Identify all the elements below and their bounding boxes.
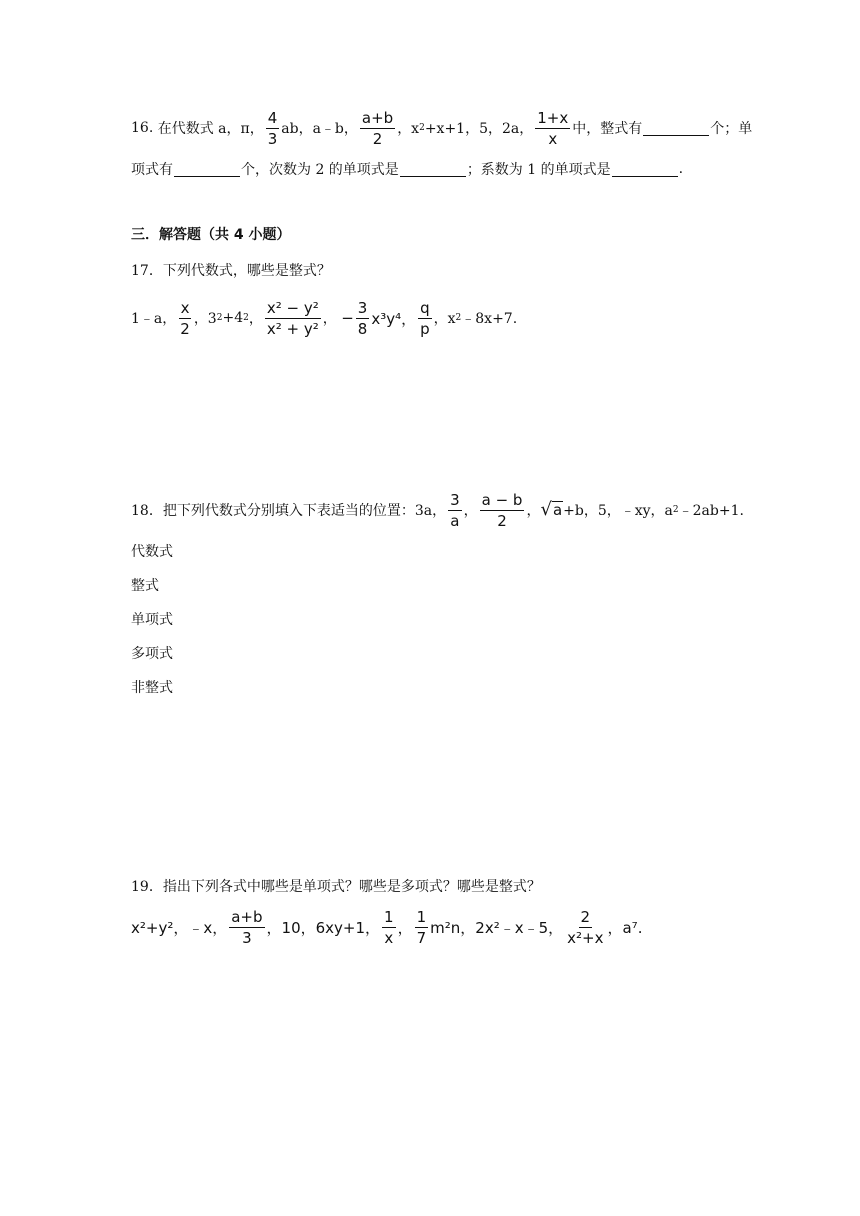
q17-fraction-x2-y2 [265, 299, 321, 338]
frac-den: 3 [267, 129, 278, 148]
q19-fraction-2-x2-plus-x [565, 908, 605, 947]
q17-fraction-3-8 [356, 299, 370, 338]
frac-num: q [420, 298, 430, 317]
q19-text: ，a⁷. [607, 918, 643, 937]
frac-den: x²+x [567, 928, 604, 947]
q18-text: ﹣2ab+1. [678, 503, 744, 519]
q17-sup: 2 [216, 313, 223, 323]
q18-row-non-integral: 非整式 [131, 680, 173, 696]
q17-text: x³y⁴， [371, 309, 417, 328]
frac-num: x [180, 298, 190, 317]
frac-den: 2 [497, 511, 507, 530]
q18-fraction-3-a [448, 491, 462, 530]
q18-text: 18．把下列代数式分别填入下表适当的位置：3a， [131, 503, 447, 519]
q19-text: m²n，2x²﹣x﹣5， [430, 918, 564, 937]
q17-text: 1﹣a， [131, 311, 177, 327]
q18-row-polynomial-integral: 整式 [131, 578, 159, 594]
frac-num: 3 [357, 298, 368, 317]
q16-line2-b: 个，次数为 2 的单项式是 [241, 162, 399, 178]
frac-den: 3 [242, 928, 252, 947]
q18-text: ， [526, 503, 541, 519]
q17-sup: 2 [243, 313, 249, 323]
q19-text: x²+y²，﹣x， [131, 918, 228, 937]
q17-fraction-q-p [418, 299, 432, 338]
frac-den: x² + y² [266, 319, 319, 338]
frac-den: 8 [357, 319, 368, 338]
q19-expressions [131, 903, 642, 951]
q18-row-algebraic: 代数式 [131, 544, 173, 560]
q16-tail1: 中，整式有 [572, 121, 643, 137]
q16-tail2: 个；单 [710, 121, 753, 137]
q17-minus: − [341, 309, 354, 327]
frac-den: 2 [180, 319, 190, 338]
frac-den: 2 [372, 129, 383, 148]
frac-num: x² − y² [266, 298, 319, 317]
q19-text: ，10，6xy+1， [266, 918, 381, 937]
q17-text: +4 [222, 310, 244, 326]
q19-title: 19．指出下列各式中哪些是单项式？哪些是多项式？哪些是整式？ [131, 879, 541, 895]
frac-num: a+b [231, 907, 263, 926]
q16-sup: 2 [419, 123, 425, 133]
q17-text: ，x [433, 311, 456, 327]
q18-text: +b，5，﹣xy，a [563, 503, 673, 519]
q16-text-after-sup: +x+1，5，2a， [424, 121, 534, 137]
q19-text: ， [397, 918, 413, 937]
q18-row-monomial: 单项式 [131, 612, 173, 628]
q16-line2-c: ；系数为 1 的单项式是 [466, 162, 611, 178]
radical-sign: √ [540, 499, 552, 520]
frac-num: a+b [361, 108, 394, 127]
q16-line2 [131, 158, 683, 180]
frac-den: x [548, 129, 558, 148]
q18-text: ， [463, 503, 478, 519]
frac-num: 1 [416, 907, 427, 926]
q17-text: ﹣8x+7. [461, 311, 518, 327]
frac-den: p [420, 319, 430, 338]
q19-fraction-1-x [382, 908, 396, 947]
answer-blank[interactable] [612, 162, 678, 177]
q16-fraction-a-plus-b [360, 109, 395, 148]
q16-number: 16. [131, 120, 154, 136]
q16-fraction-1-plus-x [535, 109, 570, 148]
answer-blank[interactable] [643, 121, 709, 136]
q18-row-polynomial: 多项式 [131, 646, 173, 662]
frac-num: 1+x [537, 108, 569, 127]
q16-text-after-frac2: ，x [397, 121, 420, 137]
frac-den: a [450, 511, 460, 530]
q17-text: ， [248, 311, 263, 327]
answer-blank[interactable] [174, 162, 240, 177]
q17-fraction-x-2 [178, 299, 192, 338]
q16-fraction-4-3 [266, 109, 280, 148]
frac-num: 1 [384, 907, 394, 926]
q17-text: ，3 [193, 311, 217, 327]
frac-den: x [384, 928, 394, 947]
q16-intro: 在代数式 a，π， [157, 121, 264, 137]
q16-line2-a: 项式有 [131, 162, 173, 178]
q19-fraction-1-7 [415, 908, 429, 947]
q16-text-after-frac1: ab，a﹣b， [281, 121, 358, 137]
q18-sqrt [540, 501, 563, 519]
section-heading: 三．解答题（共 4 小题） [131, 227, 291, 243]
frac-num: 4 [267, 108, 278, 127]
q16-line2-d: . [678, 161, 684, 177]
sqrt-arg: a [552, 501, 563, 519]
frac-num: a − b [481, 490, 523, 509]
q18-fraction-a-minus-b [480, 491, 525, 530]
q18-sup: 2 [672, 505, 679, 515]
q17-sup: 2 [455, 313, 462, 323]
frac-num: 2 [580, 907, 591, 926]
q18-line [131, 488, 744, 532]
q19-fraction-a-plus-b-3 [229, 908, 264, 947]
q17-text: ， [322, 311, 337, 327]
q17-title: 17．下列代数式，哪些是整式？ [131, 263, 331, 279]
frac-num: 3 [450, 490, 460, 509]
answer-blank[interactable] [400, 162, 466, 177]
q17-expressions [131, 294, 517, 342]
frac-den: 7 [416, 928, 427, 947]
q16-line1 [131, 108, 752, 148]
